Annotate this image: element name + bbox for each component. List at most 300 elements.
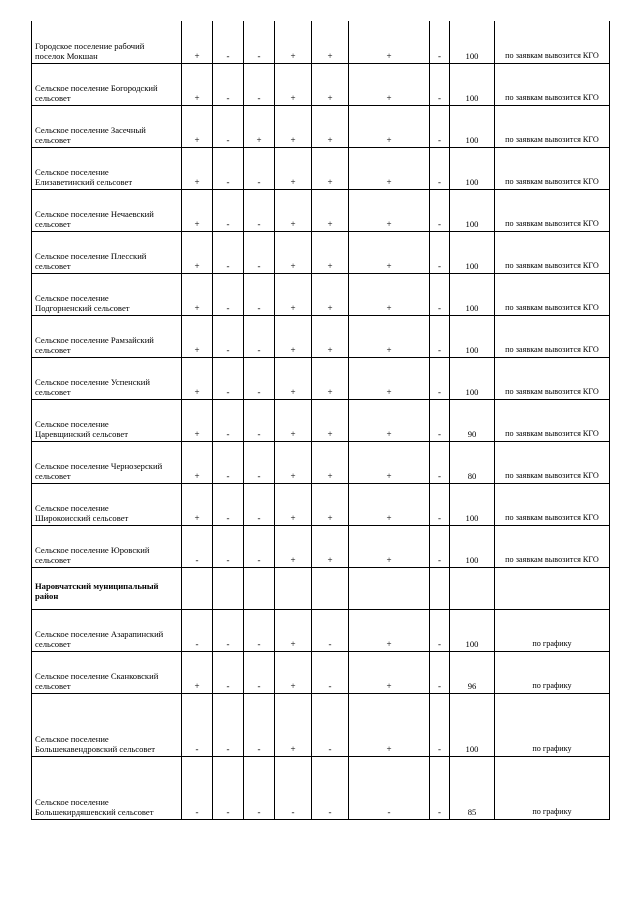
mark-cell [213, 567, 244, 609]
mark-cell [213, 231, 244, 273]
settlement-name-line: сельсовет [35, 680, 71, 691]
mark-cell [275, 231, 312, 273]
mark-value: + [386, 512, 392, 523]
mark-cell [244, 525, 275, 567]
mark-cell [275, 21, 312, 63]
mark-cell [430, 231, 450, 273]
mark-cell [430, 441, 450, 483]
mark-cell [275, 315, 312, 357]
mark-cell [430, 756, 450, 819]
table-row [32, 147, 610, 189]
settlement-name-line: сельсовет [35, 554, 71, 565]
mark-value: + [194, 176, 200, 187]
percent-cell [450, 231, 495, 273]
table-row [32, 189, 610, 231]
mark-cell [244, 441, 275, 483]
mark-value: - [226, 50, 230, 61]
mark-value: - [226, 92, 230, 103]
mark-cell [349, 483, 430, 525]
mark-cell [213, 357, 244, 399]
mark-value: - [257, 92, 261, 103]
mark-cell [182, 441, 213, 483]
mark-value: - [438, 302, 441, 313]
mark-cell [213, 483, 244, 525]
mark-cell [349, 693, 430, 756]
mark-value: + [327, 386, 333, 397]
note-cell [495, 756, 610, 819]
mark-cell [312, 231, 349, 273]
mark-cell [244, 609, 275, 651]
note-cell [495, 105, 610, 147]
percent-cell [450, 147, 495, 189]
mark-value: + [386, 134, 392, 145]
percent-value: 80 [467, 470, 477, 481]
mark-cell [244, 63, 275, 105]
settlement-name-cell [32, 483, 182, 525]
percent-value: 100 [465, 134, 479, 145]
mark-value: - [438, 134, 441, 145]
mark-value: - [226, 470, 230, 481]
settlement-name-line: Елизаветинский сельсовет [35, 176, 133, 187]
mark-value: - [328, 680, 332, 691]
percent-value: 90 [467, 428, 477, 439]
mark-value: + [290, 638, 296, 649]
mark-cell [213, 609, 244, 651]
percent-cell [450, 651, 495, 693]
table-row [32, 273, 610, 315]
percent-cell [450, 525, 495, 567]
note-value: по заявкам вывозится КГО [505, 386, 599, 396]
mark-cell [312, 567, 349, 609]
settlement-name-line: Широкоисский сельсовет [35, 512, 129, 523]
mark-cell [275, 399, 312, 441]
mark-value: + [194, 344, 200, 355]
mark-value: + [327, 260, 333, 271]
note-cell [495, 21, 610, 63]
mark-value: - [195, 554, 199, 565]
percent-cell [450, 609, 495, 651]
mark-value: - [438, 554, 441, 565]
mark-value: + [290, 743, 296, 754]
mark-value: + [386, 50, 392, 61]
percent-value: 100 [465, 386, 479, 397]
settlement-name-line: Подгорненский сельсовет [35, 302, 130, 313]
mark-cell [244, 651, 275, 693]
mark-value: + [290, 512, 296, 523]
note-value: по заявкам вывозится КГО [505, 50, 599, 60]
note-cell [495, 147, 610, 189]
mark-value: - [226, 134, 230, 145]
mark-cell [349, 273, 430, 315]
note-cell [495, 525, 610, 567]
mark-value: - [257, 50, 261, 61]
mark-value: - [226, 260, 230, 271]
mark-value: - [257, 743, 261, 754]
mark-cell [244, 189, 275, 231]
mark-cell [312, 189, 349, 231]
note-value: по графику [532, 743, 572, 753]
mark-cell [275, 525, 312, 567]
mark-cell [213, 651, 244, 693]
table-row [32, 63, 610, 105]
mark-cell [430, 63, 450, 105]
percent-cell [450, 693, 495, 756]
mark-cell [213, 441, 244, 483]
mark-value: - [438, 743, 441, 754]
percent-cell [450, 483, 495, 525]
mark-cell [244, 399, 275, 441]
settlement-name-cell [32, 105, 182, 147]
settlement-name-line: Сельское поселение Юровский [35, 544, 150, 555]
mark-cell [275, 693, 312, 756]
mark-cell [430, 567, 450, 609]
settlement-name-cell [32, 357, 182, 399]
settlement-name-line: Сельское поселение [35, 733, 109, 744]
mark-value: - [257, 428, 261, 439]
mark-cell [349, 105, 430, 147]
settlement-name-cell [32, 441, 182, 483]
mark-value: + [290, 386, 296, 397]
percent-cell [450, 273, 495, 315]
mark-cell [182, 315, 213, 357]
mark-value: + [386, 344, 392, 355]
mark-cell [349, 189, 430, 231]
settlement-name-cell [32, 231, 182, 273]
mark-cell [275, 189, 312, 231]
percent-value: 100 [465, 638, 479, 649]
settlement-name-line: Большекавендровский сельсовет [35, 743, 155, 754]
mark-cell [430, 21, 450, 63]
mark-value: + [290, 344, 296, 355]
mark-cell [312, 315, 349, 357]
mark-cell [213, 21, 244, 63]
mark-cell [430, 315, 450, 357]
mark-value: + [290, 260, 296, 271]
mark-cell [244, 756, 275, 819]
mark-value: + [327, 470, 333, 481]
mark-value: - [291, 806, 295, 817]
mark-value: + [290, 218, 296, 229]
mark-cell [430, 105, 450, 147]
mark-value: - [195, 638, 199, 649]
mark-value: + [290, 92, 296, 103]
settlement-name-line: Большекирдяшевский сельсовет [35, 806, 154, 817]
mark-value: - [226, 512, 230, 523]
mark-value: - [226, 344, 230, 355]
percent-cell [450, 21, 495, 63]
mark-cell [349, 231, 430, 273]
settlement-name-line: сельсовет [35, 134, 71, 145]
district-row [32, 567, 610, 609]
mark-value: - [226, 218, 230, 229]
mark-cell [349, 147, 430, 189]
mark-cell [182, 357, 213, 399]
table-row [32, 651, 610, 693]
percent-value: 100 [465, 176, 479, 187]
mark-cell [182, 567, 213, 609]
mark-cell [312, 21, 349, 63]
mark-cell [312, 609, 349, 651]
table-row [32, 231, 610, 273]
mark-value: + [327, 512, 333, 523]
mark-value: - [328, 806, 332, 817]
mark-value: - [226, 743, 230, 754]
settlement-name-cell [32, 756, 182, 819]
note-cell [495, 651, 610, 693]
note-value: по графику [532, 806, 572, 816]
mark-cell [349, 609, 430, 651]
percent-value: 100 [465, 302, 479, 313]
mark-cell [430, 147, 450, 189]
mark-value: + [386, 386, 392, 397]
mark-cell [430, 273, 450, 315]
settlement-name-cell [32, 693, 182, 756]
mark-value: + [386, 218, 392, 229]
settlement-name-cell [32, 21, 182, 63]
mark-value: - [257, 638, 261, 649]
mark-value: + [386, 680, 392, 691]
mark-cell [275, 567, 312, 609]
percent-value: 100 [465, 743, 479, 754]
mark-cell [312, 651, 349, 693]
note-cell [495, 315, 610, 357]
mark-cell [182, 147, 213, 189]
mark-value: + [290, 470, 296, 481]
note-value: по заявкам вывозится КГО [505, 218, 599, 228]
percent-value: 100 [465, 260, 479, 271]
table-row [32, 609, 610, 651]
mark-value: - [226, 386, 230, 397]
mark-cell [430, 189, 450, 231]
mark-cell [182, 63, 213, 105]
mark-cell [349, 756, 430, 819]
settlement-name-cell [32, 147, 182, 189]
note-cell [495, 63, 610, 105]
mark-cell [275, 483, 312, 525]
note-value: по заявкам вывозится КГО [505, 302, 599, 312]
settlement-name-line: сельсовет [35, 386, 71, 397]
mark-cell [213, 147, 244, 189]
mark-value: + [256, 134, 262, 145]
percent-value: 100 [465, 344, 479, 355]
mark-value: - [257, 386, 261, 397]
mark-cell [275, 357, 312, 399]
mark-cell [312, 357, 349, 399]
settlement-name-line: Царевщинский сельсовет [35, 428, 128, 439]
table-row [32, 21, 610, 63]
note-value: по заявкам вывозится КГО [505, 554, 599, 564]
mark-value: - [257, 470, 261, 481]
mark-cell [349, 357, 430, 399]
table-row [32, 693, 610, 756]
mark-value: - [257, 806, 261, 817]
mark-cell [430, 693, 450, 756]
mark-cell [213, 189, 244, 231]
mark-cell [312, 105, 349, 147]
mark-cell [275, 63, 312, 105]
mark-cell [182, 399, 213, 441]
mark-value: + [327, 218, 333, 229]
settlement-name-line: сельсовет [35, 470, 71, 481]
mark-cell [312, 63, 349, 105]
mark-cell [349, 441, 430, 483]
settlement-name-line: Сельское поселение Успенский [35, 376, 150, 387]
mark-value: + [290, 428, 296, 439]
mark-value: + [194, 218, 200, 229]
mark-cell [213, 756, 244, 819]
mark-value: + [327, 302, 333, 313]
mark-value: + [327, 554, 333, 565]
mark-cell [213, 525, 244, 567]
mark-value: + [290, 176, 296, 187]
settlement-name-cell [32, 651, 182, 693]
note-value: по заявкам вывозится КГО [505, 512, 599, 522]
mark-value: - [257, 218, 261, 229]
mark-cell [213, 273, 244, 315]
mark-value: - [226, 806, 230, 817]
table-row [32, 756, 610, 819]
percent-cell [450, 63, 495, 105]
mark-value: - [438, 386, 441, 397]
settlement-name-cell [32, 273, 182, 315]
mark-cell [182, 273, 213, 315]
mark-value: - [438, 260, 441, 271]
settlement-name-line: сельсовет [35, 638, 71, 649]
percent-cell [450, 315, 495, 357]
percent-cell [450, 189, 495, 231]
mark-value: - [226, 428, 230, 439]
mark-cell [244, 357, 275, 399]
mark-value: - [257, 302, 261, 313]
note-cell [495, 357, 610, 399]
mark-value: + [386, 554, 392, 565]
mark-value: + [290, 680, 296, 691]
settlement-name-cell [32, 189, 182, 231]
mark-cell [275, 147, 312, 189]
mark-cell [349, 525, 430, 567]
percent-cell [450, 441, 495, 483]
mark-cell [244, 693, 275, 756]
mark-value: + [386, 302, 392, 313]
mark-value: + [386, 92, 392, 103]
mark-value: - [438, 92, 441, 103]
mark-value: - [438, 638, 441, 649]
settlement-name-cell [32, 567, 182, 609]
mark-cell [349, 21, 430, 63]
note-cell [495, 693, 610, 756]
mark-value: + [290, 50, 296, 61]
mark-value: + [386, 638, 392, 649]
mark-value: - [226, 554, 230, 565]
percent-value: 100 [465, 92, 479, 103]
mark-value: - [226, 638, 230, 649]
note-cell [495, 273, 610, 315]
settlement-name-line: сельсовет [35, 260, 71, 271]
mark-cell [244, 567, 275, 609]
mark-value: - [257, 512, 261, 523]
note-value: по заявкам вывозится КГО [505, 344, 599, 354]
mark-value: + [327, 176, 333, 187]
mark-cell [275, 105, 312, 147]
settlement-name-cell [32, 315, 182, 357]
settlement-name-line: Сельское поселение Азарапинский [35, 628, 164, 639]
settlement-name-line: Сельское поселение [35, 166, 109, 177]
settlement-name-line: Сельское поселение Рамзайский [35, 334, 154, 345]
mark-value: - [438, 218, 441, 229]
mark-value: + [194, 260, 200, 271]
percent-value: 100 [465, 512, 479, 523]
mark-cell [312, 441, 349, 483]
mark-cell [275, 609, 312, 651]
mark-value: - [438, 176, 441, 187]
mark-cell [182, 231, 213, 273]
settlement-name-line: Сельское поселение Чернозерский [35, 460, 163, 471]
mark-cell [349, 315, 430, 357]
mark-value: + [194, 302, 200, 313]
note-value: по заявкам вывозится КГО [505, 134, 599, 144]
mark-value: - [387, 806, 391, 817]
settlement-name-line: Городское поселение рабочий [35, 40, 145, 51]
settlement-name-cell [32, 525, 182, 567]
mark-cell [244, 105, 275, 147]
mark-cell [312, 525, 349, 567]
mark-value: - [438, 680, 441, 691]
mark-cell [213, 315, 244, 357]
mark-value: + [386, 176, 392, 187]
percent-cell [450, 357, 495, 399]
mark-cell [244, 315, 275, 357]
settlement-name-line: Сельское поселение [35, 502, 109, 513]
note-cell [495, 609, 610, 651]
mark-value: - [195, 743, 199, 754]
mark-cell [182, 105, 213, 147]
settlement-name-line: сельсовет [35, 218, 71, 229]
mark-value: - [226, 176, 230, 187]
note-value: по заявкам вывозится КГО [505, 176, 599, 186]
mark-cell [312, 273, 349, 315]
mark-cell [312, 399, 349, 441]
percent-value: 85 [467, 806, 477, 817]
mark-value: - [226, 302, 230, 313]
mark-value: - [257, 260, 261, 271]
mark-cell [430, 609, 450, 651]
settlement-name-line: Сельское поселение [35, 418, 109, 429]
mark-cell [430, 357, 450, 399]
mark-cell [244, 273, 275, 315]
mark-value: - [438, 470, 441, 481]
mark-value: + [386, 470, 392, 481]
mark-value: + [327, 92, 333, 103]
mark-cell [244, 21, 275, 63]
note-value: по заявкам вывозится КГО [505, 260, 599, 270]
note-cell [495, 567, 610, 609]
mark-value: + [327, 50, 333, 61]
percent-value: 100 [465, 50, 479, 61]
mark-cell [430, 651, 450, 693]
mark-cell [182, 651, 213, 693]
mark-cell [213, 63, 244, 105]
mark-value: - [257, 680, 261, 691]
mark-value: - [438, 806, 441, 817]
settlement-name-line: сельсовет [35, 92, 71, 103]
mark-cell [213, 105, 244, 147]
settlement-name-line: Сельское поселение Нечаевский [35, 208, 154, 219]
mark-cell [182, 525, 213, 567]
mark-cell [349, 651, 430, 693]
note-cell [495, 441, 610, 483]
mark-value: + [194, 92, 200, 103]
percent-cell [450, 567, 495, 609]
